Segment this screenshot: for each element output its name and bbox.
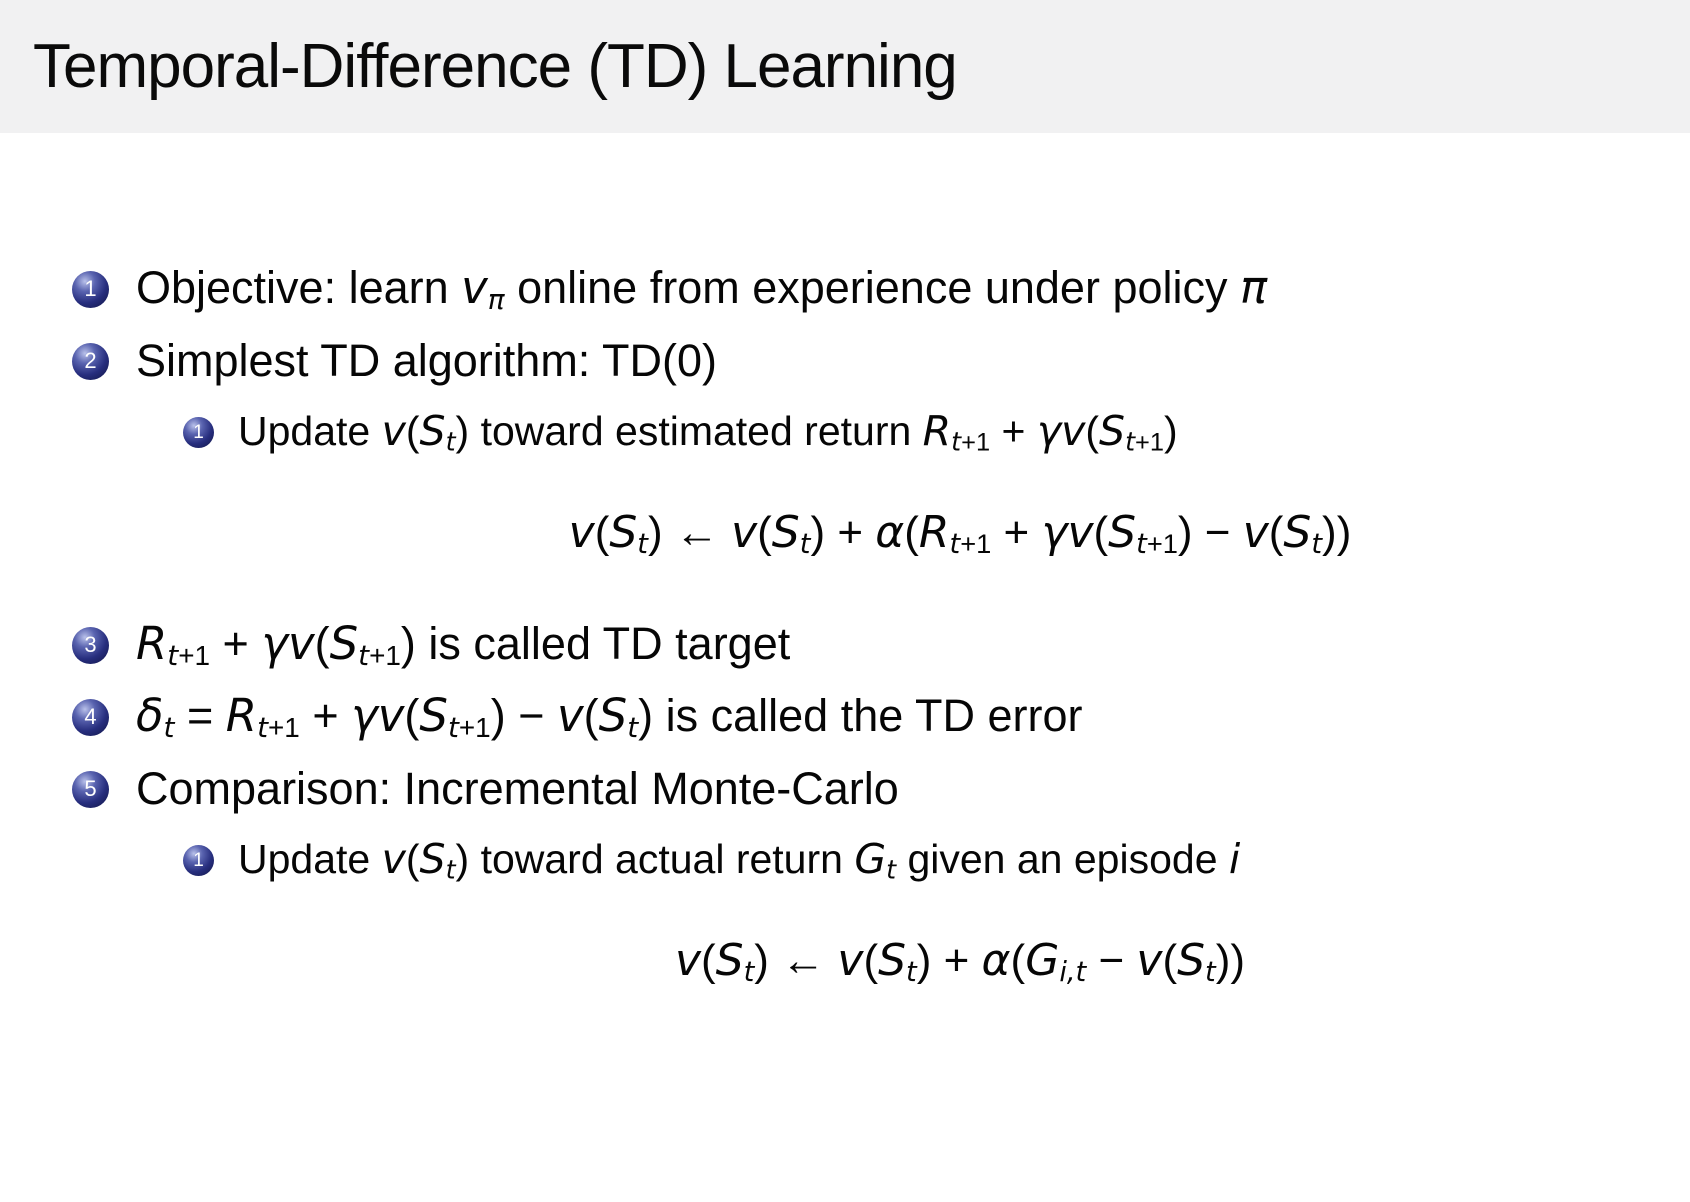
text-segment: v	[674, 934, 701, 986]
sub-list-item	[0, 825, 1690, 895]
text-segment: t	[167, 639, 179, 673]
text-segment: (	[404, 690, 420, 742]
text-segment: −	[1086, 935, 1137, 985]
text-segment: t	[163, 711, 175, 745]
enumeration-badge: 3	[72, 627, 109, 664]
text-segment: (	[1085, 407, 1100, 454]
text-segment: ) toward estimated return	[455, 407, 923, 454]
text-segment: S	[609, 506, 638, 558]
text-segment: +	[210, 618, 262, 670]
item-text	[238, 407, 1178, 458]
enumeration-badge: 1	[72, 271, 109, 308]
text-segment: γv	[1041, 506, 1094, 558]
text-segment: (	[405, 407, 420, 454]
text-segment: +1	[458, 712, 491, 744]
item-text	[136, 763, 899, 815]
text-segment: π	[487, 283, 505, 317]
text-segment: t	[906, 956, 917, 988]
text-segment: Update	[238, 407, 382, 454]
text-segment: R	[136, 617, 168, 671]
enumeration-badge: 4	[72, 699, 109, 736]
list-item	[0, 753, 1690, 825]
text-segment: (	[314, 618, 330, 670]
text-segment: +	[299, 690, 352, 742]
text-segment: )	[1164, 407, 1178, 454]
text-segment: S	[419, 689, 448, 743]
text-segment: v	[1242, 506, 1269, 558]
text-segment: (	[904, 507, 919, 557]
text-segment: t	[257, 711, 268, 745]
list-item	[0, 253, 1690, 325]
sub-list-item	[0, 397, 1690, 467]
text-segment: v	[1136, 934, 1163, 986]
text-segment: (	[700, 935, 716, 985]
text-segment: Update	[238, 836, 382, 883]
text-segment: (	[863, 935, 879, 985]
text-segment: S	[878, 934, 907, 986]
text-segment: +1	[1135, 428, 1164, 457]
text-segment: t	[1125, 426, 1136, 457]
item-text	[136, 689, 1082, 744]
equation	[0, 925, 1690, 997]
equation-text	[675, 935, 1245, 988]
text-segment: t	[445, 854, 456, 885]
text-segment: v	[837, 934, 864, 986]
text-segment: (	[583, 690, 599, 742]
slide-header	[0, 0, 1690, 133]
text-segment: γv	[351, 689, 405, 743]
text-segment: ) +	[916, 935, 982, 985]
text-segment: (	[1162, 935, 1178, 985]
equation-text	[569, 507, 1352, 560]
text-segment: t	[743, 956, 755, 988]
text-segment: t	[1136, 528, 1147, 560]
text-segment: t	[951, 426, 962, 457]
text-segment: =	[174, 690, 226, 742]
text-segment: v	[381, 406, 406, 455]
text-segment: S	[1108, 506, 1137, 558]
text-segment: +1	[369, 640, 401, 672]
text-segment: ) ←	[754, 935, 838, 985]
text-segment: S	[1099, 406, 1126, 455]
text-segment: γv	[1036, 406, 1086, 455]
text-segment: α	[875, 506, 905, 558]
text-segment: v	[568, 506, 595, 558]
text-segment: ) −	[1177, 507, 1243, 557]
text-segment: t	[949, 528, 961, 560]
list-item	[0, 609, 1690, 681]
item-text	[136, 261, 1267, 316]
text-segment: R	[918, 506, 950, 558]
item-text	[238, 835, 1240, 885]
text-segment: i,t	[1059, 956, 1087, 988]
item-text	[136, 617, 790, 672]
text-segment: t	[1311, 528, 1323, 560]
text-segment: S	[1177, 934, 1206, 986]
text-segment: S	[771, 506, 800, 558]
enumeration-badge: 1	[183, 845, 214, 876]
text-segment: (	[594, 507, 610, 557]
text-segment: online from experience under policy	[504, 262, 1240, 314]
text-segment: ) is called TD target	[400, 618, 791, 670]
text-segment: v	[461, 261, 488, 315]
slide-body	[0, 133, 1690, 997]
text-segment: v	[381, 835, 406, 884]
text-segment: (	[1268, 507, 1284, 557]
text-segment: ) is called the TD error	[638, 690, 1083, 742]
text-segment: +1	[960, 527, 992, 559]
text-segment: +	[991, 507, 1042, 557]
text-segment: Simplest TD algorithm: TD(0)	[136, 335, 717, 386]
text-segment: t	[886, 854, 897, 885]
equation	[0, 497, 1690, 569]
text-segment: α	[981, 934, 1011, 986]
text-segment: S	[1283, 506, 1312, 558]
text-segment: +	[990, 407, 1037, 454]
text-segment: G	[854, 835, 887, 884]
item-text	[136, 335, 717, 387]
text-segment: S	[329, 617, 359, 671]
enumeration-badge: 1	[183, 417, 214, 448]
text-segment: t	[627, 711, 639, 745]
text-segment: t	[637, 528, 648, 560]
text-segment: (	[757, 507, 772, 557]
text-segment: +1	[1146, 527, 1178, 559]
text-segment: +1	[961, 428, 991, 457]
text-segment: π	[1240, 261, 1268, 315]
text-segment: S	[419, 835, 446, 884]
text-segment: Objective: learn	[136, 262, 462, 314]
text-segment: ) +	[810, 507, 876, 557]
text-segment: S	[598, 689, 628, 743]
text-segment: t	[445, 426, 456, 457]
text-segment: δ	[136, 689, 164, 743]
text-segment: S	[419, 406, 446, 455]
text-segment: (	[1093, 507, 1109, 557]
text-segment: ) −	[490, 690, 557, 742]
slide-title: Temporal-Difference (TD) Learning	[33, 32, 957, 101]
text-segment: ) toward actual return	[455, 836, 855, 883]
text-segment: R	[225, 689, 258, 743]
text-segment: ) ←	[647, 507, 732, 557]
text-segment: ))	[1322, 507, 1352, 557]
text-segment: +1	[268, 712, 300, 744]
text-segment: (	[405, 836, 420, 883]
text-segment: Comparison: Incremental Monte-Carlo	[136, 763, 899, 814]
text-segment: ))	[1215, 935, 1246, 985]
text-segment: t	[358, 639, 370, 673]
text-segment: +1	[178, 640, 211, 672]
text-segment: t	[799, 528, 811, 560]
text-segment: given an episode	[896, 836, 1229, 883]
text-segment: (	[1010, 935, 1026, 985]
text-segment: t	[1205, 956, 1216, 988]
text-segment: v	[731, 506, 758, 558]
enumeration-badge: 5	[72, 771, 109, 808]
text-segment: G	[1025, 934, 1060, 986]
list-item	[0, 325, 1690, 397]
list-item	[0, 681, 1690, 753]
text-segment: γv	[261, 617, 315, 671]
text-segment: S	[715, 934, 744, 986]
text-segment: t	[447, 711, 459, 745]
text-segment: i	[1228, 835, 1241, 884]
text-segment: v	[556, 689, 584, 743]
text-segment: R	[922, 406, 952, 455]
enumeration-badge: 2	[72, 343, 109, 380]
